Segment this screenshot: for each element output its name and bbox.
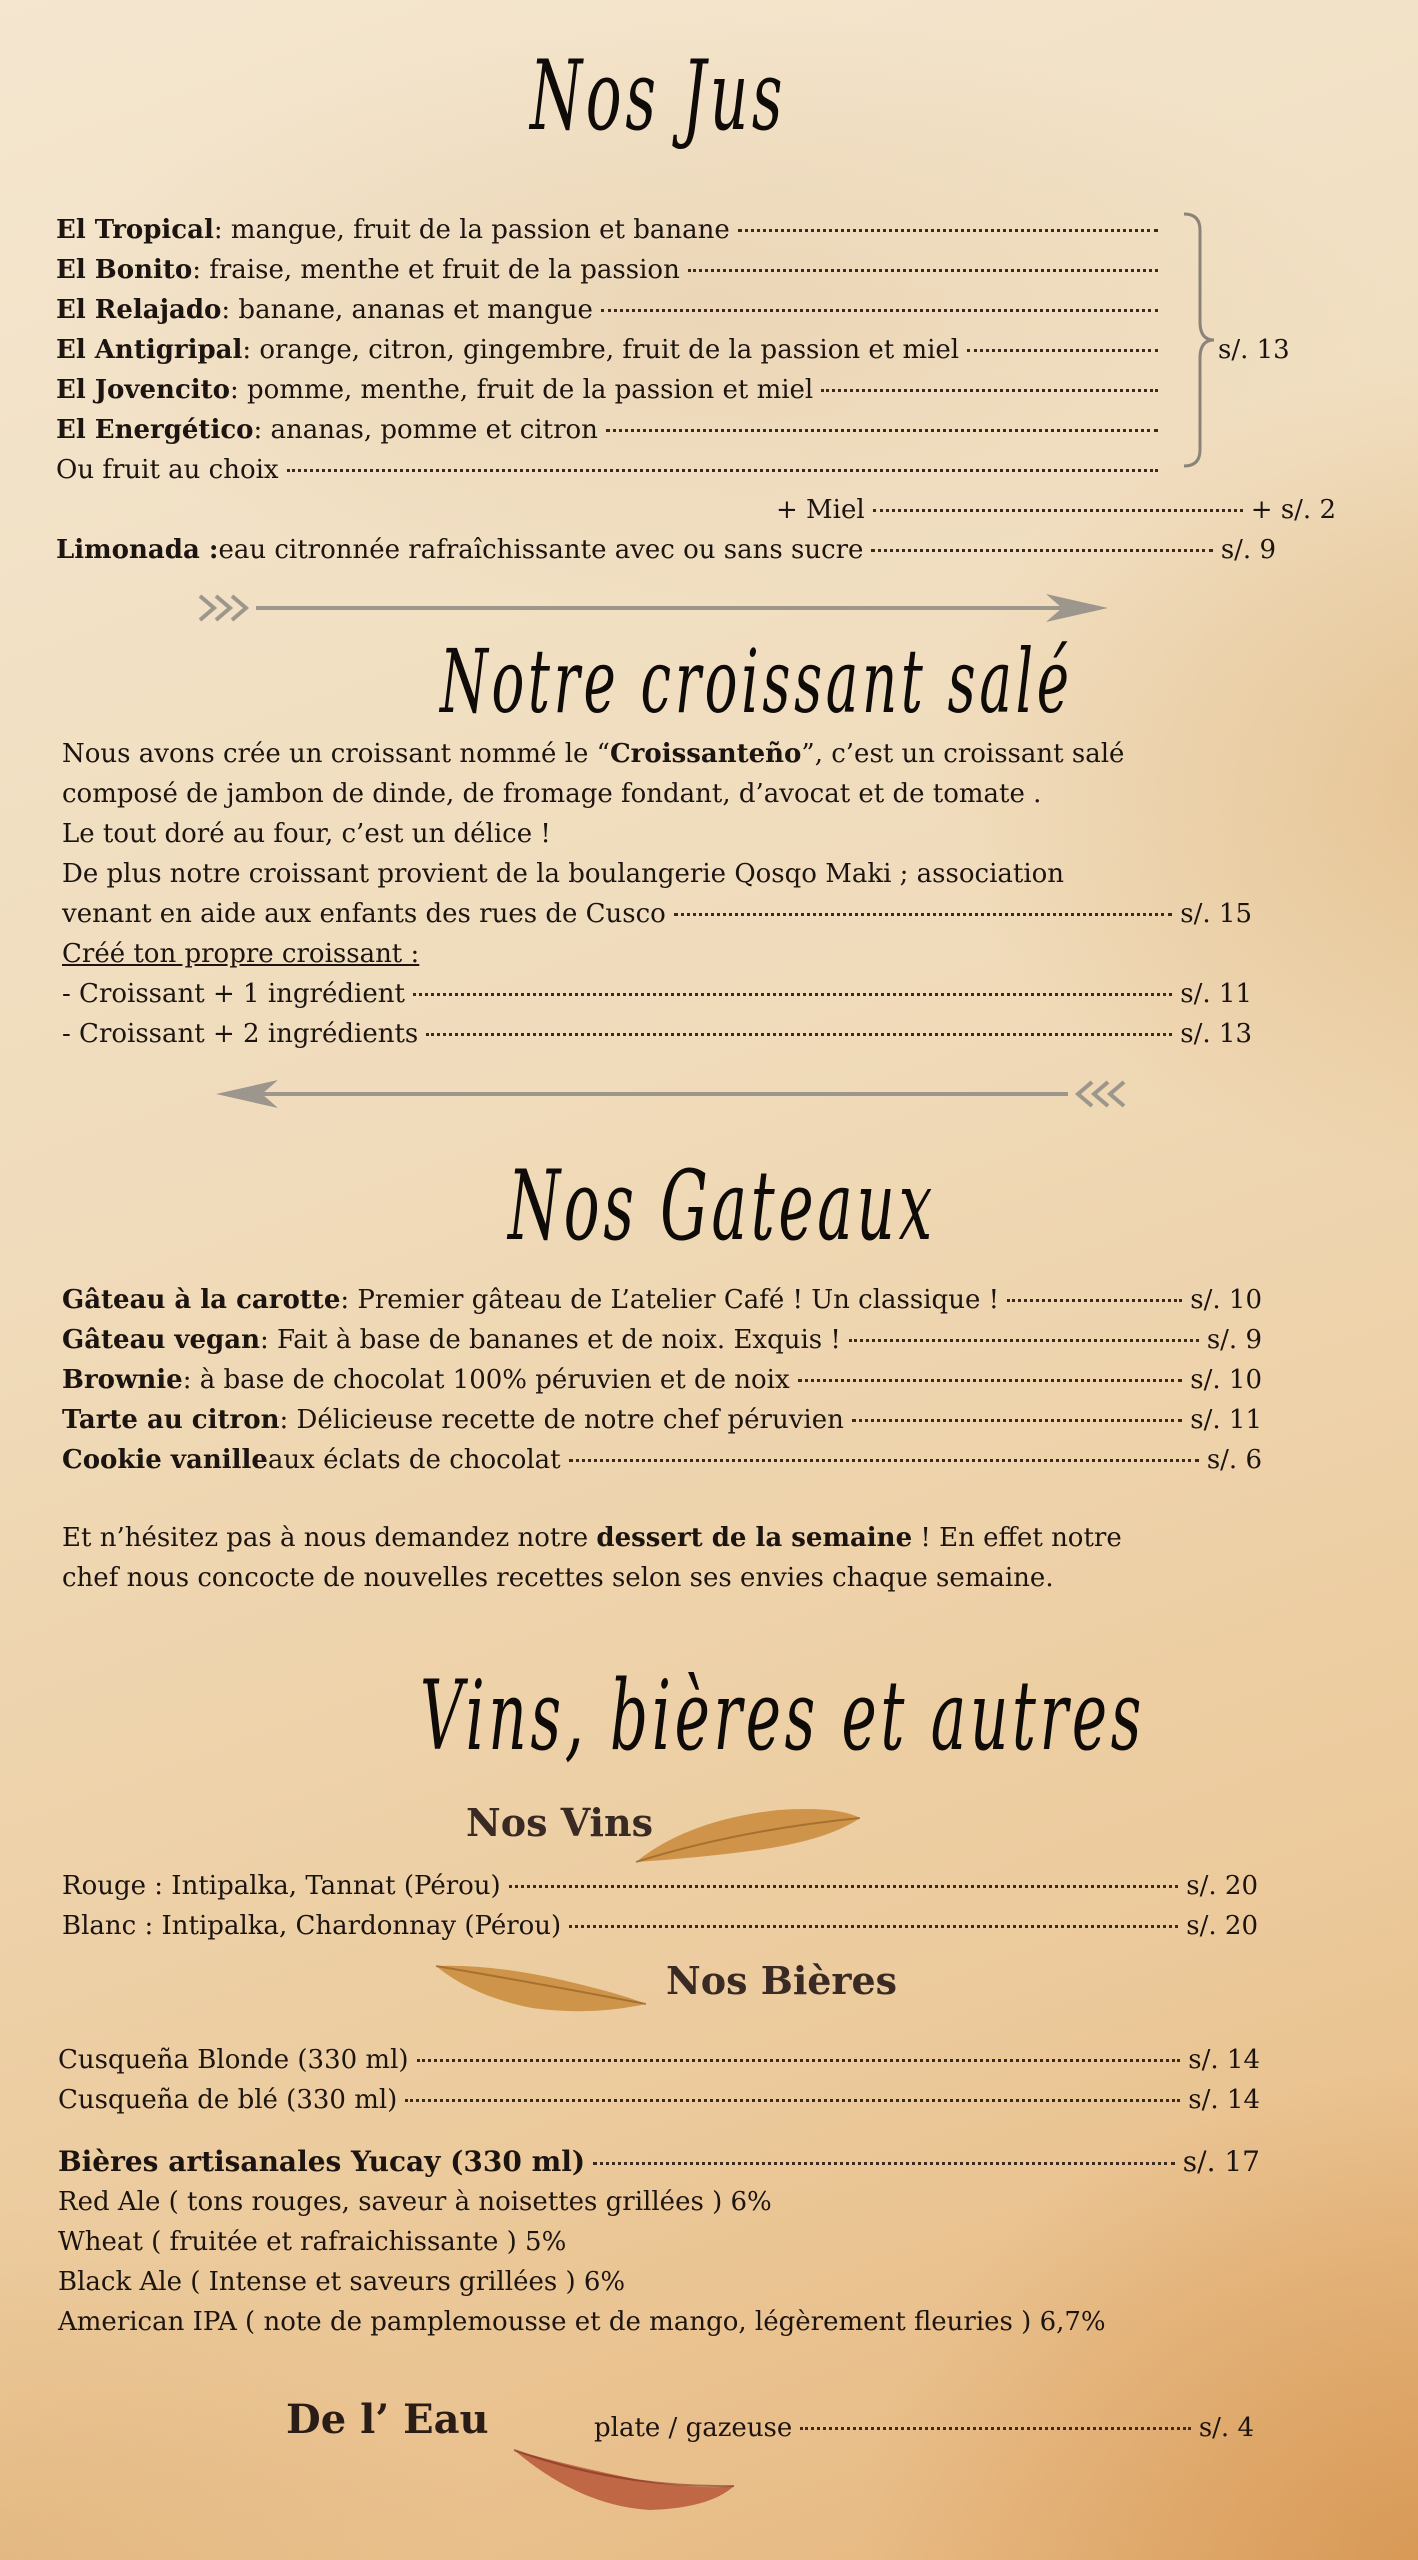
item-desc: : orange, citron, gingembre, fruit de la passion et miel [242, 335, 960, 365]
dessert-note [62, 1518, 1122, 1598]
leader-dots [967, 349, 1158, 352]
feather-icon [432, 1960, 652, 2020]
para-line-2: composé de jambon de dinde, de fromage fondant, d’avocat et de tomate . [62, 779, 1042, 809]
miel-label: + Miel [776, 495, 865, 525]
leader-dots [871, 549, 1212, 552]
list-item [56, 370, 1166, 410]
item-desc: : Fait à base de bananes et de noix. Exquis ! [259, 1325, 841, 1355]
leader-dots [413, 993, 1172, 996]
wine-price: s/. 20 [1186, 1871, 1258, 1901]
item-name: El Bonito [56, 255, 193, 285]
beer-label: Cusqueña Blonde (330 ml) [58, 2045, 409, 2075]
leader-dots [601, 309, 1158, 312]
para-line-3: Le tout doré au four, c’est un délice ! [62, 819, 551, 849]
list-item [62, 1014, 1252, 1054]
para-line-1 [62, 734, 1124, 774]
text: ! En effet notre [912, 1523, 1122, 1553]
item-desc: : pomme, menthe, fruit de la passion et miel [230, 375, 814, 405]
feather-icon [510, 2446, 740, 2516]
leader-dots [873, 509, 1243, 512]
eau-title: De l’ Eau [286, 2396, 489, 2443]
item-name: El Energético [56, 415, 254, 445]
para-line-5: venant en aide aux enfants des rues de Cusco [62, 899, 666, 929]
limonada-name: Limonada : [56, 535, 219, 565]
eau-line [594, 2408, 1254, 2448]
list-item [62, 974, 1252, 1014]
custom-label: - Croissant + 2 ingrédients [62, 1019, 419, 1049]
section-title-croissant: Notre croissant salé [440, 630, 1073, 733]
croissant-paragraph [62, 734, 1124, 894]
yucay-line [58, 2142, 1260, 2182]
list-item [56, 410, 1166, 450]
item-name: Gâteau vegan [62, 1325, 260, 1355]
leader-dots [606, 429, 1158, 432]
section-title-jus: Nos Jus [530, 40, 787, 152]
list-item [56, 250, 1166, 290]
item-price: s/. 9 [1206, 1325, 1262, 1355]
leader-dots [688, 269, 1158, 272]
list-item [56, 330, 1166, 370]
section-title-boissons: Vins, bières et autres [420, 1660, 1146, 1772]
leader-dots [674, 913, 1172, 916]
list-item [62, 1906, 1258, 1946]
item-name: El Relajado [56, 295, 222, 325]
group-brace-icon [1180, 210, 1220, 470]
list-item [62, 1360, 1262, 1400]
vins-title: Nos Vins [466, 1800, 653, 1845]
leader-dots [569, 1925, 1178, 1928]
note-line-2: chef nous concocte de nouvelles recettes selon ses envies chaque semaine. [62, 1563, 1054, 1593]
custom-label: - Croissant + 1 ingrédient [62, 979, 405, 1009]
item-desc: : banane, ananas et mangue [221, 295, 593, 325]
text: ”, c’est un croissant salé [801, 739, 1125, 769]
leader-dots [417, 2059, 1181, 2062]
croissant-price-line [62, 894, 1252, 934]
text: Et n’hésitez pas à nous demandez notre [62, 1523, 597, 1553]
eau-label: plate / gazeuse [594, 2413, 793, 2443]
limonada-line [56, 530, 1276, 570]
group-price: s/. 13 [1218, 335, 1290, 365]
list-item [58, 2040, 1260, 2080]
leader-dots [405, 2099, 1180, 2102]
item-price: s/. 6 [1206, 1445, 1262, 1475]
list-item [62, 1280, 1262, 1320]
list-item [62, 1866, 1258, 1906]
yucay-list [58, 2182, 1106, 2342]
list-item [62, 1400, 1262, 1440]
item-name: Gâteau à la carotte [62, 1285, 341, 1315]
list-item [62, 1320, 1262, 1360]
list-item: Black Ale ( Intense et saveurs grillées ) 6% [58, 2267, 626, 2297]
leader-dots [798, 1379, 1183, 1382]
list-item [56, 290, 1166, 330]
bieres-title: Nos Bières [666, 1958, 898, 2003]
text: Nous avons crée un croissant nommé le “ [62, 739, 610, 769]
list-item: American IPA ( note de pamplemousse et de mango, légèrement fleuries ) 6,7% [58, 2307, 1106, 2337]
item-price: s/. 11 [1190, 1405, 1262, 1435]
item-desc: : mangue, fruit de la passion et banane [213, 215, 730, 245]
leader-dots [849, 1339, 1199, 1342]
item-name: El Antigripal [56, 335, 243, 365]
arrow-left-icon [208, 1074, 1128, 1114]
wine-label: Blanc : Intipalka, Chardonnay (Pérou) [62, 1911, 562, 1941]
list-item [56, 450, 1166, 490]
leader-dots [287, 469, 1158, 472]
section-title-gateaux: Nos Gateaux [508, 1150, 936, 1262]
list-item: Red Ale ( tons rouges, saveur à noisettes grillées ) 6% [58, 2187, 772, 2217]
feather-icon [628, 1800, 868, 1870]
item-name: El Tropical [56, 215, 214, 245]
custom-heading: Créé ton propre croissant : [62, 939, 420, 969]
croissant-name: Croissanteño [609, 739, 802, 769]
item-price: s/. 10 [1190, 1365, 1262, 1395]
leader-dots [852, 1419, 1182, 1422]
para-line-4: De plus notre croissant provient de la boulangerie Qosqo Maki ; association [62, 859, 1065, 889]
item-name: Brownie [62, 1365, 183, 1395]
item-desc: : fraise, menthe et fruit de la passion [192, 255, 680, 285]
beer-price: s/. 14 [1188, 2085, 1260, 2115]
beer-label: Cusqueña de blé (330 ml) [58, 2085, 398, 2115]
miel-price: + s/. 2 [1250, 495, 1336, 525]
list-item [56, 210, 1166, 250]
leader-dots [738, 229, 1158, 232]
limonada-desc: eau citronnée rafraîchissante avec ou sans sucre [218, 535, 864, 565]
croissant-price: s/. 15 [1180, 899, 1252, 929]
list-item: Wheat ( fruitée et rafraichissante ) 5% [58, 2227, 567, 2257]
leader-dots [593, 2162, 1175, 2165]
eau-price: s/. 4 [1198, 2413, 1254, 2443]
item-name: Tarte au citron [62, 1405, 280, 1435]
item-desc: : Premier gâteau de L’atelier Café ! Un classique ! [340, 1285, 1000, 1315]
item-desc: : Délicieuse recette de notre chef péruvien [279, 1405, 844, 1435]
leader-dots [509, 1885, 1179, 1888]
item-name: El Jovencito [56, 375, 231, 405]
leader-dots [821, 389, 1158, 392]
wine-label: Rouge : Intipalka, Tannat (Pérou) [62, 1871, 501, 1901]
item-desc: Ou fruit au choix [56, 455, 279, 485]
leader-dots [569, 1459, 1199, 1462]
leader-dots [1007, 1299, 1182, 1302]
item-price: s/. 10 [1190, 1285, 1262, 1315]
custom-price: s/. 11 [1180, 979, 1252, 1009]
dessert-highlight: dessert de la semaine [596, 1523, 913, 1553]
note-line-1 [62, 1518, 1122, 1558]
custom-price: s/. 13 [1180, 1019, 1252, 1049]
yucay-label: Bières artisanales Yucay (330 ml) [58, 2145, 586, 2178]
leader-dots [800, 2427, 1191, 2430]
list-item [58, 2080, 1260, 2120]
arrow-right-icon [196, 588, 1116, 628]
miel-line [776, 490, 1336, 530]
yucay-price: s/. 17 [1182, 2145, 1260, 2178]
wine-price: s/. 20 [1186, 1911, 1258, 1941]
item-desc: aux éclats de chocolat [267, 1445, 561, 1475]
item-desc: : ananas, pomme et citron [253, 415, 598, 445]
list-item [62, 1440, 1262, 1480]
limonada-price: s/. 9 [1220, 535, 1276, 565]
leader-dots [426, 1033, 1172, 1036]
item-desc: : à base de chocolat 100% péruvien et de noix [182, 1365, 790, 1395]
item-name: Cookie vanille [62, 1445, 268, 1475]
beer-price: s/. 14 [1188, 2045, 1260, 2075]
